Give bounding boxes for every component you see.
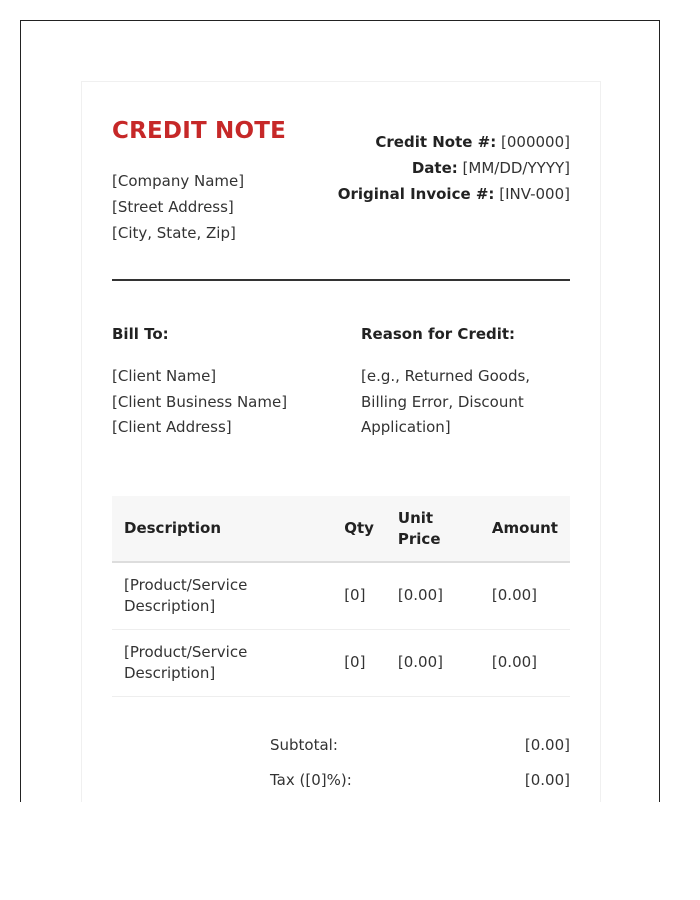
bill-to-block [112, 364, 287, 441]
table-row [112, 629, 570, 696]
row-description: [Product/Service Description] [112, 629, 332, 696]
credit-note-number [338, 129, 570, 155]
original-invoice [338, 181, 570, 207]
subtotal-value: [0.00] [524, 736, 570, 754]
row-unit-price: [0.00] [386, 629, 480, 696]
header-divider [112, 279, 570, 281]
table-row [112, 562, 570, 629]
subtotal-row [270, 732, 570, 767]
document-meta [338, 129, 570, 207]
subtotal-label: Subtotal: [270, 736, 338, 754]
credit-note-date [338, 155, 570, 181]
original-invoice-value: [INV-000] [499, 185, 570, 203]
table-header-row [112, 496, 570, 562]
tax-row [270, 767, 570, 802]
date-label: Date: [411, 159, 458, 177]
totals-block [270, 732, 570, 802]
row-amount: [0.00] [480, 562, 570, 629]
row-description: [Product/Service Description] [112, 562, 332, 629]
company-info [112, 168, 244, 246]
header-qty: Qty [332, 496, 386, 562]
header-unit-price: Unit Price [386, 496, 480, 562]
document-title: CREDIT NOTE [112, 118, 287, 144]
bill-to-heading: Bill To: [112, 325, 169, 343]
reason-text: [e.g., Returned Goods, Billing Error, Discount Application] [361, 367, 531, 436]
client-address: [Client Address] [112, 418, 232, 436]
company-street: [Street Address] [112, 198, 234, 216]
page-frame [20, 20, 660, 802]
header-description: Description [112, 496, 332, 562]
client-business-name: [Client Business Name] [112, 392, 288, 411]
reason-heading: Reason for Credit: [361, 325, 516, 343]
company-name: [Company Name] [112, 172, 245, 190]
header-amount: Amount [480, 496, 570, 562]
company-city: [City, State, Zip] [112, 224, 236, 242]
row-qty: [0] [332, 562, 386, 629]
line-items-table [112, 496, 570, 697]
row-unit-price: [0.00] [386, 562, 480, 629]
credit-note-number-value: [000000] [501, 133, 570, 151]
row-amount: [0.00] [480, 629, 570, 696]
row-qty: [0] [332, 629, 386, 696]
credit-note-number-label: Credit Note #: [375, 133, 497, 151]
tax-label: Tax ([0]%): [270, 771, 352, 789]
client-name: [Client Name] [112, 367, 217, 385]
tax-value: [0.00] [524, 771, 570, 789]
original-invoice-label: Original Invoice #: [337, 185, 495, 203]
credit-note-document [81, 81, 601, 802]
date-value: [MM/DD/YYYY] [462, 159, 570, 177]
